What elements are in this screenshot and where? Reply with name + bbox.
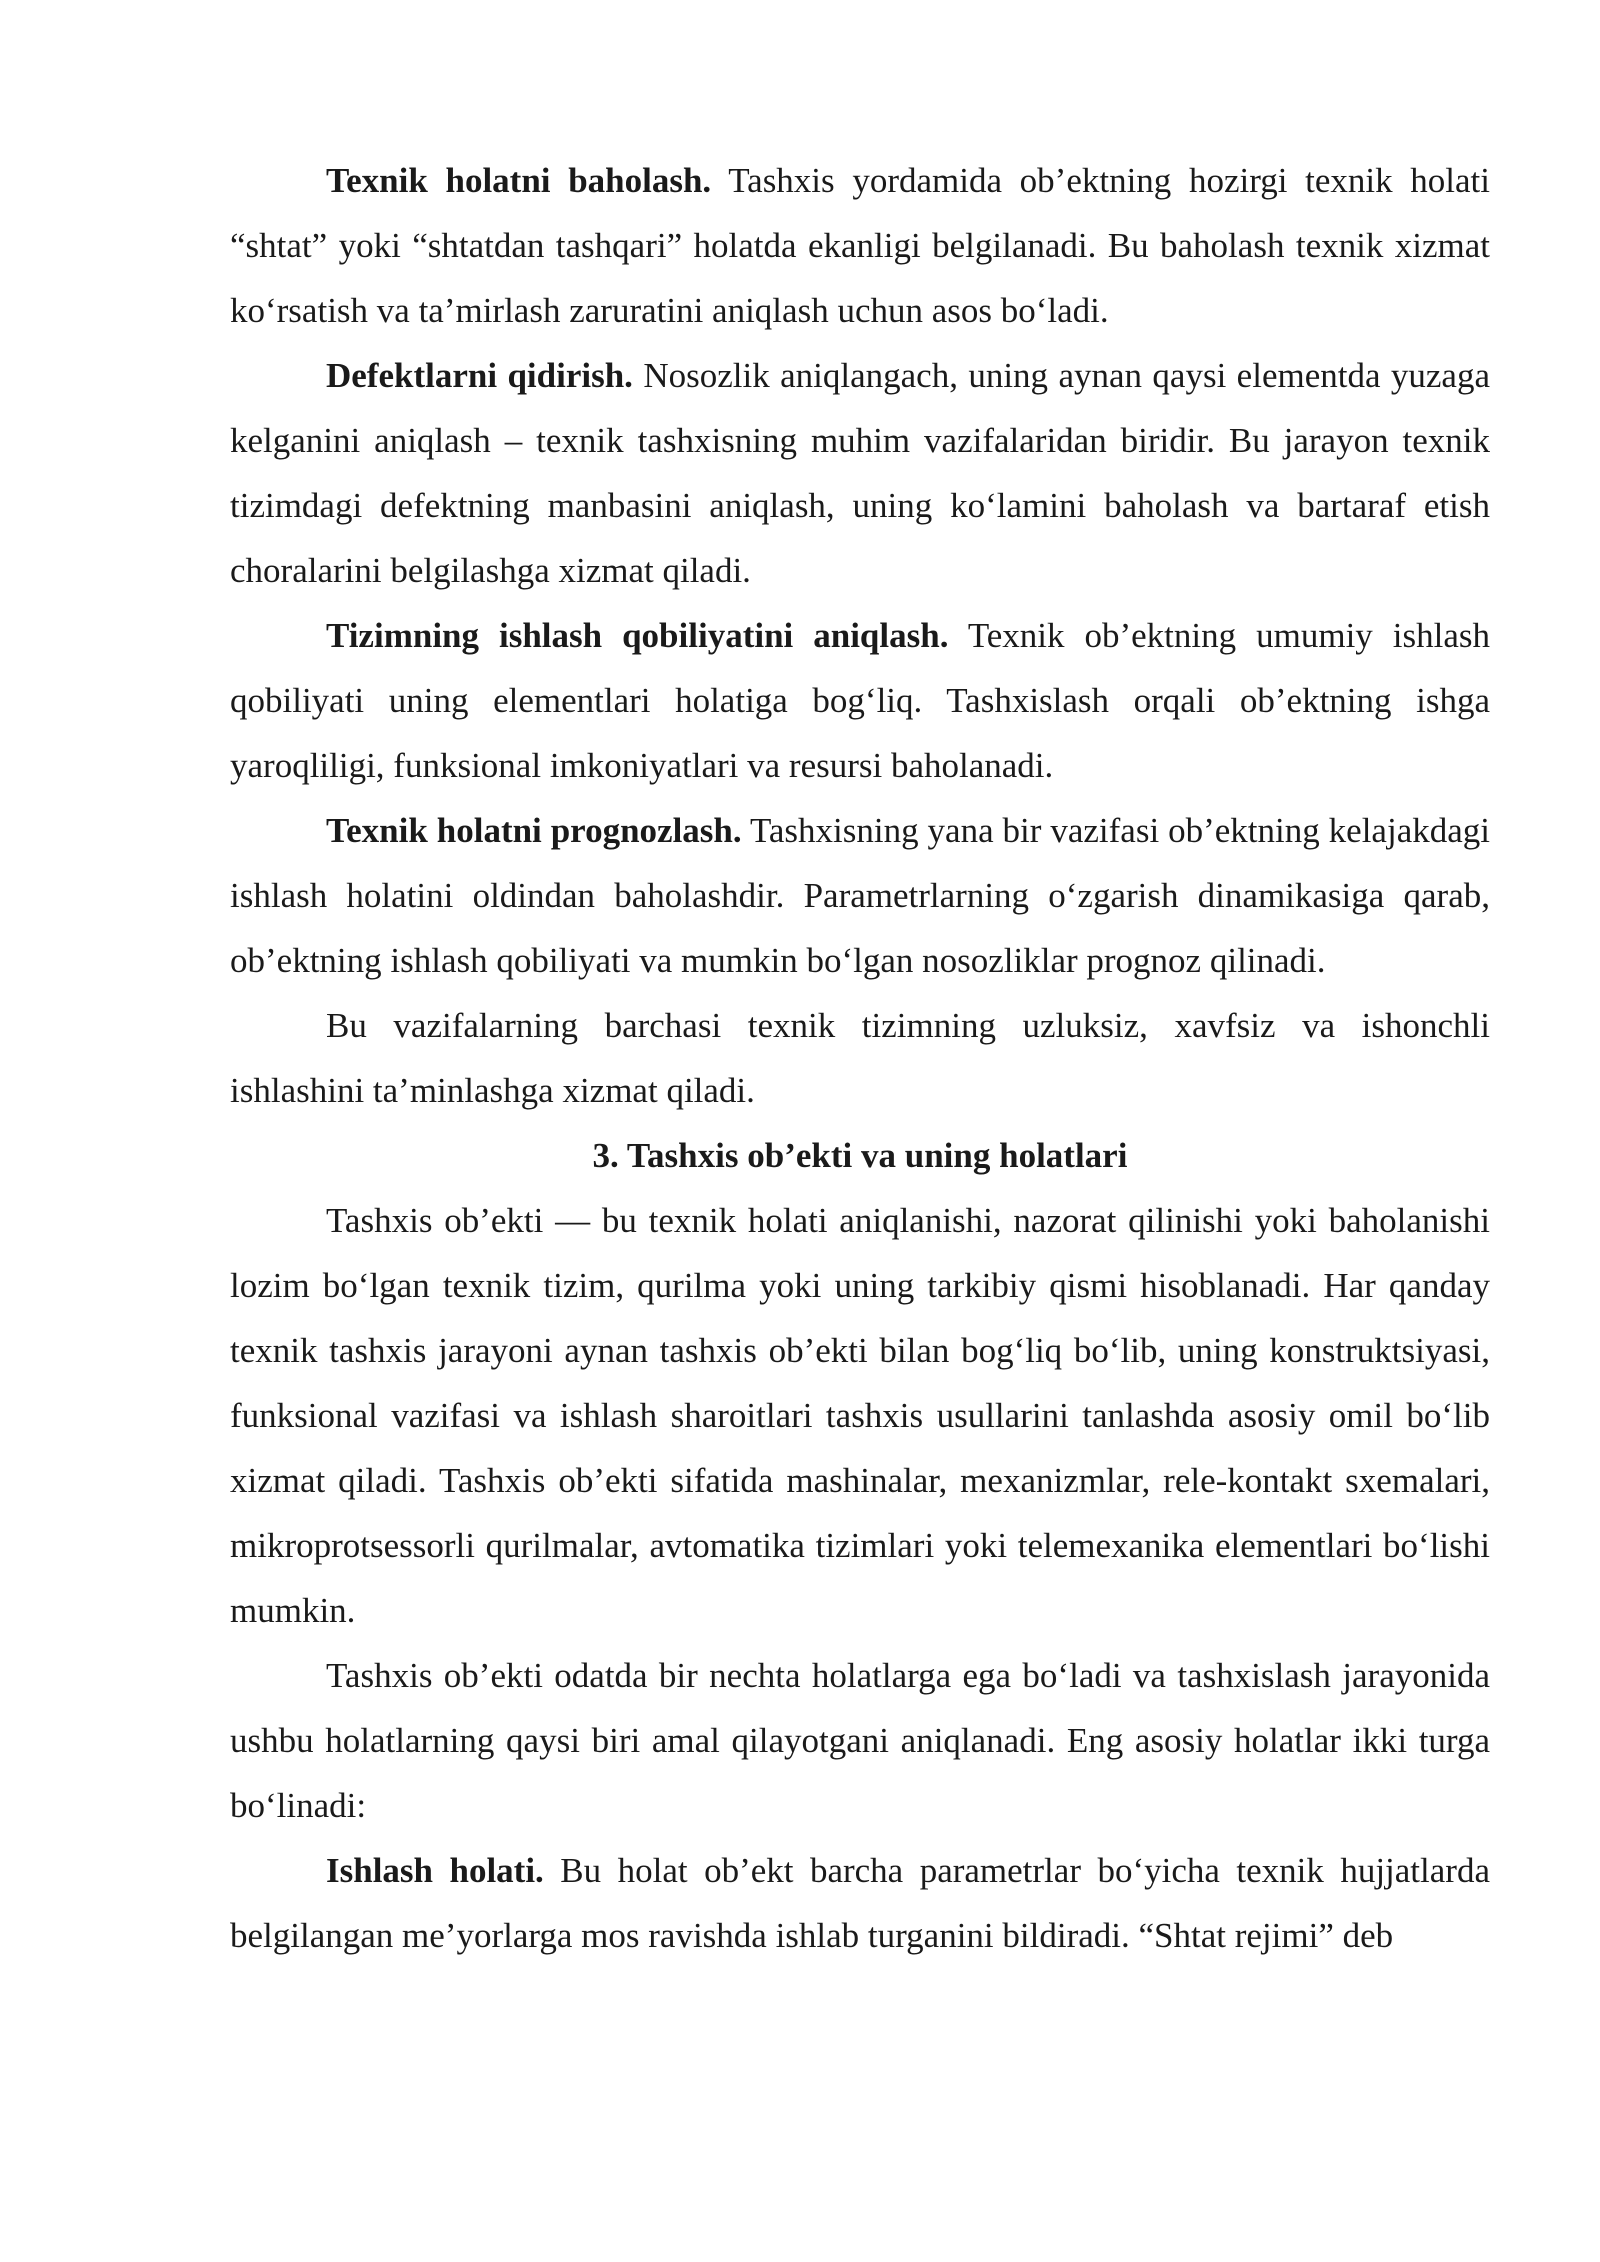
- paragraph-text: Tashxis yordamida ob’ektning hozirgi texnik holati “shtat” yoki “shtatdan tashqari” holatda ekanligi belgilanadi. Bu baholash texnik xizmat ko‘rsatish va ta’mirlash zaruratini aniqlash uchun asos bo‘ladi.: [230, 161, 1490, 330]
- paragraph-text: Tashxisning yana bir vazifasi ob’ektning kelajakdagi ishlash holatini oldindan baholashdir. Parametrlarning o‘zgarish dinamikasiga qarab, ob’ektning ishlash qobiliyati va mumkin bo‘lgan nosozliklar prognoz qilinadi.: [230, 811, 1490, 980]
- term-heading: Tizimning ishlash qobiliyatini aniqlash.: [326, 616, 949, 655]
- paragraph-text: Nosozlik aniqlangach, uning aynan qaysi elementda yuzaga kelganini aniqlash – texnik tashxisning muhim vazifalaridan biridir. Bu jarayon texnik tizimdagi defektning manbasini aniqlash, uning ko‘lamini baholash va bartaraf etish choralarini belgilashga xizmat qiladi.: [230, 356, 1490, 590]
- term-heading: Defektlarni qidirish.: [326, 356, 633, 395]
- paragraph-text: Tashxis ob’ekti — bu texnik holati aniqlanishi, nazorat qilinishi yoki baholanishi lozim bo‘lgan texnik tizim, qurilma yoki uning tarkibiy qismi hisoblanadi. Har qanday texnik tashxis jarayoni aynan tashxis ob’ekti bilan bog‘liq bo‘lib, uning konstruktsiyasi, funksional vazifasi va ishlash sharoitlari tashxis usullarini tanlashda asosiy omil bo‘lib xizmat qiladi. Tashxis ob’ekti sifatida mashinalar, mexanizmlar, rele-kontakt sxemalari, mikroprotsessorli qurilmalar, avtomatika tizimlari yoki telemexanika elementlari bo‘lishi mumkin.: [230, 1201, 1490, 1630]
- paragraph-operability-determination: [230, 603, 1490, 798]
- document-page: [230, 148, 1490, 1968]
- term-heading: Ishlash holati.: [326, 1851, 544, 1890]
- paragraph-text: Texnik ob’ektning umumiy ishlash qobiliyati uning elementlari holatiga bog‘liq. Tashxislash orqali ob’ektning ishga yaroqliligi, funksional imkoniyatlari va resursi baholanadi.: [230, 616, 1490, 785]
- paragraph-text: Bu vazifalarning barchasi texnik tizimning uzluksiz, xavfsiz va ishonchli ishlashini ta’minlashga xizmat qiladi.: [230, 1006, 1490, 1110]
- paragraph-defect-search: [230, 343, 1490, 603]
- term-heading: Texnik holatni baholash.: [326, 161, 712, 200]
- paragraph-technical-state-assessment: [230, 148, 1490, 343]
- paragraph-summary: [230, 993, 1490, 1123]
- paragraph-text: Tashxis ob’ekti odatda bir nechta holatlarga ega bo‘ladi va tashxislash jarayonida ushbu holatlarning qaysi biri amal qilayotgani aniqlanadi. Eng asosiy holatlar ikki turga bo‘linadi:: [230, 1656, 1490, 1825]
- paragraph-diagnosis-object: [230, 1188, 1490, 1643]
- paragraph-working-state: [230, 1838, 1490, 1968]
- paragraph-state-forecasting: [230, 798, 1490, 993]
- section-heading: 3. Tashxis ob’ekti va uning holatlari: [592, 1136, 1128, 1175]
- paragraph-text: Bu holat ob’ekt barcha parametrlar bo‘yicha texnik hujjatlarda belgilangan me’yorlarga mos ravishda ishlab turganini bildiradi. “Shtat rejimi” deb: [230, 1851, 1490, 1955]
- paragraph-object-states: [230, 1643, 1490, 1838]
- term-heading: Texnik holatni prognozlash.: [326, 811, 742, 850]
